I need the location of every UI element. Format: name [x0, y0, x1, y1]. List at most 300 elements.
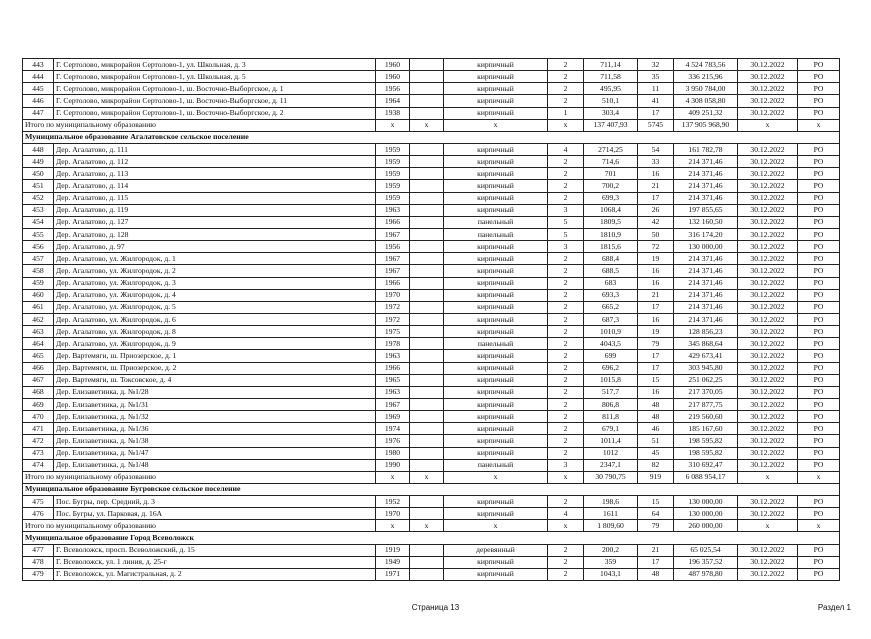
- address-cell: Дер. Вартемяги, ш. Токсовское, д. 4: [54, 374, 376, 386]
- year2-cell: [410, 508, 444, 520]
- address-cell: Г. Сертолово, микрорайон Сертолово-1, ш. Восточно-Выборгское, д. 11: [54, 95, 376, 107]
- date-cell: 30.12.2022: [738, 301, 798, 313]
- address-cell: Дер. Вартемяги, ш. Приозерское, д. 2: [54, 362, 376, 374]
- year-cell: 1959: [376, 143, 410, 155]
- row-number-cell: 452: [23, 192, 54, 204]
- floors-cell: 2: [548, 95, 584, 107]
- cost-cell: 137 905 968,90: [674, 119, 738, 131]
- floors-cell: 2: [548, 265, 584, 277]
- owner-cell: х: [798, 119, 840, 131]
- floors-cell: 3: [548, 204, 584, 216]
- material-cell: кирпичный: [444, 398, 548, 410]
- year2-cell: [410, 313, 444, 325]
- area-cell: 700,2: [584, 180, 638, 192]
- floors-cell: 2: [548, 568, 584, 580]
- table-row: [23, 326, 840, 338]
- year2-cell: [410, 192, 444, 204]
- floors-cell: 2: [548, 277, 584, 289]
- residents-cell: 72: [638, 241, 674, 253]
- residents-cell: 64: [638, 508, 674, 520]
- date-cell: 30.12.2022: [738, 374, 798, 386]
- row-number-cell: 465: [23, 350, 54, 362]
- year-cell: 1966: [376, 362, 410, 374]
- date-cell: 30.12.2022: [738, 338, 798, 350]
- residents-cell: 45: [638, 447, 674, 459]
- residents-cell: 15: [638, 374, 674, 386]
- residents-cell: 17: [638, 107, 674, 119]
- year-cell: 1969: [376, 411, 410, 423]
- residents-cell: 16: [638, 386, 674, 398]
- material-cell: деревянный: [444, 544, 548, 556]
- cost-cell: 260 000,00: [674, 520, 738, 532]
- year2-cell: [410, 265, 444, 277]
- address-cell: Дер. Агалатово, ул. Жилгородок, д. 6: [54, 313, 376, 325]
- cost-cell: 303 945,80: [674, 362, 738, 374]
- floors-cell: 4: [548, 143, 584, 155]
- table-row: [23, 350, 840, 362]
- floors-cell: 2: [548, 544, 584, 556]
- date-cell: 30.12.2022: [738, 277, 798, 289]
- cost-cell: 217 877,75: [674, 398, 738, 410]
- date-cell: х: [738, 119, 798, 131]
- area-cell: 806,8: [584, 398, 638, 410]
- area-cell: 1043,1: [584, 568, 638, 580]
- year2-cell: [410, 143, 444, 155]
- year-cell: 1980: [376, 447, 410, 459]
- row-number-cell: 447: [23, 107, 54, 119]
- section-title: Муниципальное образование Город Всеволожск: [23, 532, 840, 544]
- date-cell: 30.12.2022: [738, 156, 798, 168]
- year2-cell: [410, 204, 444, 216]
- year-cell: 1990: [376, 459, 410, 471]
- area-cell: 699,3: [584, 192, 638, 204]
- total-label: Итого по муниципальному образованию: [23, 119, 376, 131]
- date-cell: 30.12.2022: [738, 228, 798, 240]
- address-cell: Дер. Агалатово, ул. Жилгородок, д. 2: [54, 265, 376, 277]
- year-cell: 1972: [376, 313, 410, 325]
- table-row: [23, 204, 840, 216]
- year2-cell: [410, 386, 444, 398]
- cost-cell: 4 308 058,80: [674, 95, 738, 107]
- material-cell: кирпичный: [444, 313, 548, 325]
- year-cell: 1956: [376, 83, 410, 95]
- year2-cell: [410, 398, 444, 410]
- area-cell: 1809,5: [584, 216, 638, 228]
- area-cell: 811,8: [584, 411, 638, 423]
- residents-cell: 54: [638, 143, 674, 155]
- table-row: [23, 289, 840, 301]
- floors-cell: 3: [548, 241, 584, 253]
- cost-cell: 214 371,46: [674, 289, 738, 301]
- year-cell: 1965: [376, 374, 410, 386]
- residents-cell: 5745: [638, 119, 674, 131]
- material-cell: кирпичный: [444, 253, 548, 265]
- owner-cell: РО: [798, 277, 840, 289]
- year2-cell: [410, 71, 444, 83]
- row-number-cell: 469: [23, 398, 54, 410]
- material-cell: кирпичный: [444, 241, 548, 253]
- year-cell: 1966: [376, 216, 410, 228]
- owner-cell: РО: [798, 313, 840, 325]
- residents-cell: 17: [638, 192, 674, 204]
- address-cell: Дер. Агалатово, д. 97: [54, 241, 376, 253]
- floors-cell: 2: [548, 326, 584, 338]
- table-row: [23, 168, 840, 180]
- row-number-cell: 471: [23, 423, 54, 435]
- table-row: [23, 83, 840, 95]
- cost-cell: 214 371,46: [674, 180, 738, 192]
- date-cell: 30.12.2022: [738, 508, 798, 520]
- year-cell: 1976: [376, 435, 410, 447]
- cost-cell: 197 855,65: [674, 204, 738, 216]
- table-row: [23, 447, 840, 459]
- year-cell: 1966: [376, 277, 410, 289]
- address-cell: Дер. Агалатово, д. 111: [54, 143, 376, 155]
- area-cell: 1611: [584, 508, 638, 520]
- floors-cell: 3: [548, 459, 584, 471]
- row-number-cell: 464: [23, 338, 54, 350]
- floors-cell: 2: [548, 374, 584, 386]
- area-cell: 687,3: [584, 313, 638, 325]
- address-cell: Дер. Агалатово, д. 128: [54, 228, 376, 240]
- floors-cell: 2: [548, 386, 584, 398]
- date-cell: 30.12.2022: [738, 180, 798, 192]
- material-cell: кирпичный: [444, 277, 548, 289]
- date-cell: 30.12.2022: [738, 447, 798, 459]
- row-number-cell: 462: [23, 313, 54, 325]
- material-cell: кирпичный: [444, 265, 548, 277]
- owner-cell: РО: [798, 289, 840, 301]
- year2-cell: [410, 95, 444, 107]
- cost-cell: 214 371,46: [674, 301, 738, 313]
- area-cell: 688,4: [584, 253, 638, 265]
- area-cell: 693,3: [584, 289, 638, 301]
- address-cell: Дер. Вартемяги, ш. Приозерское, д. 1: [54, 350, 376, 362]
- page-number: Страница 13: [411, 603, 460, 612]
- material-cell: кирпичный: [444, 301, 548, 313]
- address-cell: Пос. Бугры, ул. Парковая, д. 16А: [54, 508, 376, 520]
- cost-cell: 196 357,52: [674, 556, 738, 568]
- address-cell: Пос. Бугры, пер. Средний, д. 3: [54, 496, 376, 508]
- owner-cell: РО: [798, 265, 840, 277]
- row-number-cell: 455: [23, 228, 54, 240]
- cost-cell: 130 000,00: [674, 241, 738, 253]
- cost-cell: 3 950 784,00: [674, 83, 738, 95]
- table-row: [23, 544, 840, 556]
- row-number-cell: 457: [23, 253, 54, 265]
- owner-cell: РО: [798, 95, 840, 107]
- year-cell: 1960: [376, 71, 410, 83]
- date-cell: 30.12.2022: [738, 313, 798, 325]
- cost-cell: 214 371,46: [674, 168, 738, 180]
- area-cell: 30 790,75: [584, 471, 638, 483]
- row-number-cell: 449: [23, 156, 54, 168]
- year-cell: 1975: [376, 326, 410, 338]
- total-row: [23, 471, 840, 483]
- section-header-row: [23, 483, 840, 495]
- floors-cell: 2: [548, 192, 584, 204]
- residents-cell: 17: [638, 362, 674, 374]
- residents-cell: 21: [638, 180, 674, 192]
- area-cell: 359: [584, 556, 638, 568]
- floors-cell: 2: [548, 289, 584, 301]
- date-cell: 30.12.2022: [738, 459, 798, 471]
- material-cell: кирпичный: [444, 447, 548, 459]
- cost-cell: 185 167,60: [674, 423, 738, 435]
- date-cell: х: [738, 520, 798, 532]
- date-cell: 30.12.2022: [738, 398, 798, 410]
- table-row: [23, 95, 840, 107]
- total-label: Итого по муниципальному образованию: [23, 471, 376, 483]
- row-number-cell: 472: [23, 435, 54, 447]
- address-cell: Дер. Агалатово, ул. Жилгородок, д. 9: [54, 338, 376, 350]
- owner-cell: РО: [798, 228, 840, 240]
- table-row: [23, 496, 840, 508]
- floors-cell: 2: [548, 435, 584, 447]
- address-cell: Дер. Агалатово, д. 119: [54, 204, 376, 216]
- address-cell: Дер. Агалатово, д. 114: [54, 180, 376, 192]
- material-cell: кирпичный: [444, 326, 548, 338]
- residents-cell: 79: [638, 520, 674, 532]
- area-cell: 1012: [584, 447, 638, 459]
- cost-cell: 214 371,46: [674, 265, 738, 277]
- cost-cell: 130 000,00: [674, 496, 738, 508]
- material-cell: кирпичный: [444, 435, 548, 447]
- floors-cell: 2: [548, 156, 584, 168]
- row-number-cell: 460: [23, 289, 54, 301]
- residents-cell: 48: [638, 568, 674, 580]
- year2-cell: [410, 556, 444, 568]
- area-cell: 714,6: [584, 156, 638, 168]
- cost-cell: 251 062,25: [674, 374, 738, 386]
- cost-cell: 198 595,82: [674, 435, 738, 447]
- floors-cell: 2: [548, 338, 584, 350]
- table-row: [23, 216, 840, 228]
- area-cell: 137 407,93: [584, 119, 638, 131]
- date-cell: 30.12.2022: [738, 71, 798, 83]
- cost-cell: 219 560,60: [674, 411, 738, 423]
- table-row: [23, 386, 840, 398]
- address-cell: Г. Сертолово, микрорайон Сертолово-1, ул. Школьная, д. 3: [54, 59, 376, 71]
- residents-cell: 17: [638, 301, 674, 313]
- date-cell: 30.12.2022: [738, 435, 798, 447]
- date-cell: 30.12.2022: [738, 59, 798, 71]
- cost-cell: 345 868,64: [674, 338, 738, 350]
- residents-cell: 51: [638, 435, 674, 447]
- row-number-cell: 443: [23, 59, 54, 71]
- section-header-row: [23, 131, 840, 143]
- residents-cell: 19: [638, 326, 674, 338]
- date-cell: 30.12.2022: [738, 241, 798, 253]
- material-cell: кирпичный: [444, 496, 548, 508]
- owner-cell: РО: [798, 180, 840, 192]
- material-cell: кирпичный: [444, 556, 548, 568]
- row-number-cell: 454: [23, 216, 54, 228]
- owner-cell: РО: [798, 301, 840, 313]
- material-cell: кирпичный: [444, 143, 548, 155]
- material-cell: х: [444, 119, 548, 131]
- area-cell: 679,1: [584, 423, 638, 435]
- year2-cell: [410, 374, 444, 386]
- row-number-cell: 463: [23, 326, 54, 338]
- year-cell: 1949: [376, 556, 410, 568]
- floors-cell: 2: [548, 496, 584, 508]
- cost-cell: 214 371,46: [674, 156, 738, 168]
- area-cell: 1815,6: [584, 241, 638, 253]
- table-row: [23, 362, 840, 374]
- area-cell: 1015,8: [584, 374, 638, 386]
- date-cell: 30.12.2022: [738, 83, 798, 95]
- row-number-cell: 453: [23, 204, 54, 216]
- section-title: Муниципальное образование Бугровское сельское поселение: [23, 483, 840, 495]
- cost-cell: 217 370,05: [674, 386, 738, 398]
- year-cell: 1952: [376, 496, 410, 508]
- owner-cell: РО: [798, 556, 840, 568]
- material-cell: панельный: [444, 338, 548, 350]
- year-cell: 1919: [376, 544, 410, 556]
- owner-cell: РО: [798, 156, 840, 168]
- owner-cell: РО: [798, 253, 840, 265]
- cost-cell: 128 856,23: [674, 326, 738, 338]
- area-cell: 4043,5: [584, 338, 638, 350]
- table-row: [23, 241, 840, 253]
- date-cell: 30.12.2022: [738, 362, 798, 374]
- year2-cell: [410, 568, 444, 580]
- year-cell: 1963: [376, 386, 410, 398]
- owner-cell: РО: [798, 386, 840, 398]
- owner-cell: РО: [798, 192, 840, 204]
- year-cell: 1959: [376, 168, 410, 180]
- row-number-cell: 468: [23, 386, 54, 398]
- date-cell: 30.12.2022: [738, 253, 798, 265]
- row-number-cell: 476: [23, 508, 54, 520]
- residents-cell: 33: [638, 156, 674, 168]
- material-cell: кирпичный: [444, 411, 548, 423]
- area-cell: 198,6: [584, 496, 638, 508]
- address-cell: Г. Сертолово, микрорайон Сертолово-1, ул. Школьная, д. 5: [54, 71, 376, 83]
- material-cell: кирпичный: [444, 374, 548, 386]
- area-cell: 1810,9: [584, 228, 638, 240]
- year-cell: х: [376, 471, 410, 483]
- owner-cell: РО: [798, 544, 840, 556]
- cost-cell: 487 978,80: [674, 568, 738, 580]
- area-cell: 200,2: [584, 544, 638, 556]
- material-cell: кирпичный: [444, 95, 548, 107]
- year2-cell: [410, 168, 444, 180]
- address-cell: Дер. Агалатово, ул. Жилгородок, д. 3: [54, 277, 376, 289]
- year-cell: х: [376, 119, 410, 131]
- year2-cell: [410, 301, 444, 313]
- owner-cell: РО: [798, 435, 840, 447]
- year2-cell: [410, 350, 444, 362]
- year2-cell: [410, 216, 444, 228]
- residents-cell: 48: [638, 398, 674, 410]
- table-row: [23, 459, 840, 471]
- floors-cell: 5: [548, 228, 584, 240]
- year-cell: 1963: [376, 350, 410, 362]
- date-cell: 30.12.2022: [738, 556, 798, 568]
- year2-cell: [410, 107, 444, 119]
- floors-cell: х: [548, 520, 584, 532]
- address-cell: Г. Сертолово, микрорайон Сертолово-1, ш. Восточно-Выборгское, д. 2: [54, 107, 376, 119]
- row-number-cell: 473: [23, 447, 54, 459]
- material-cell: кирпичный: [444, 192, 548, 204]
- owner-cell: РО: [798, 71, 840, 83]
- floors-cell: 2: [548, 313, 584, 325]
- material-cell: кирпичный: [444, 386, 548, 398]
- row-number-cell: 479: [23, 568, 54, 580]
- residents-cell: 17: [638, 350, 674, 362]
- year2-cell: [410, 277, 444, 289]
- area-cell: 699: [584, 350, 638, 362]
- year-cell: 1971: [376, 568, 410, 580]
- cost-cell: 132 160,50: [674, 216, 738, 228]
- row-number-cell: 466: [23, 362, 54, 374]
- address-cell: Дер. Елизаветинка, д. №1/38: [54, 435, 376, 447]
- table-row: [23, 423, 840, 435]
- date-cell: 30.12.2022: [738, 192, 798, 204]
- residents-cell: 19: [638, 253, 674, 265]
- year2-cell: [410, 83, 444, 95]
- year2-cell: х: [410, 471, 444, 483]
- table-row: [23, 228, 840, 240]
- year-cell: 1970: [376, 289, 410, 301]
- table-row: [23, 253, 840, 265]
- material-cell: кирпичный: [444, 156, 548, 168]
- material-cell: кирпичный: [444, 180, 548, 192]
- year-cell: 1960: [376, 59, 410, 71]
- address-cell: Дер. Агалатово, ул. Жилгородок, д. 8: [54, 326, 376, 338]
- year-cell: х: [376, 520, 410, 532]
- residents-cell: 16: [638, 265, 674, 277]
- year2-cell: [410, 423, 444, 435]
- table-row: [23, 180, 840, 192]
- section-title: Муниципальное образование Агалатовское сельское поселение: [23, 131, 840, 143]
- table-row: [23, 71, 840, 83]
- register-sheet: [22, 58, 839, 581]
- year-cell: 1967: [376, 265, 410, 277]
- year-cell: 1959: [376, 180, 410, 192]
- row-number-cell: 444: [23, 71, 54, 83]
- cost-cell: 214 371,46: [674, 277, 738, 289]
- year2-cell: [410, 459, 444, 471]
- year-cell: 1970: [376, 508, 410, 520]
- area-cell: 303,4: [584, 107, 638, 119]
- floors-cell: 2: [548, 556, 584, 568]
- floors-cell: 2: [548, 83, 584, 95]
- row-number-cell: 475: [23, 496, 54, 508]
- floors-cell: 2: [548, 350, 584, 362]
- cost-cell: 161 782,78: [674, 143, 738, 155]
- row-number-cell: 456: [23, 241, 54, 253]
- table-row: [23, 156, 840, 168]
- table-row: [23, 313, 840, 325]
- floors-cell: 2: [548, 362, 584, 374]
- address-cell: Дер. Агалатово, д. 113: [54, 168, 376, 180]
- owner-cell: РО: [798, 374, 840, 386]
- material-cell: кирпичный: [444, 168, 548, 180]
- area-cell: 517,7: [584, 386, 638, 398]
- row-number-cell: 448: [23, 143, 54, 155]
- material-cell: кирпичный: [444, 83, 548, 95]
- residents-cell: 17: [638, 556, 674, 568]
- year-cell: 1974: [376, 423, 410, 435]
- date-cell: 30.12.2022: [738, 568, 798, 580]
- date-cell: 30.12.2022: [738, 265, 798, 277]
- year-cell: 1938: [376, 107, 410, 119]
- cost-cell: 6 088 954,17: [674, 471, 738, 483]
- residents-cell: 15: [638, 496, 674, 508]
